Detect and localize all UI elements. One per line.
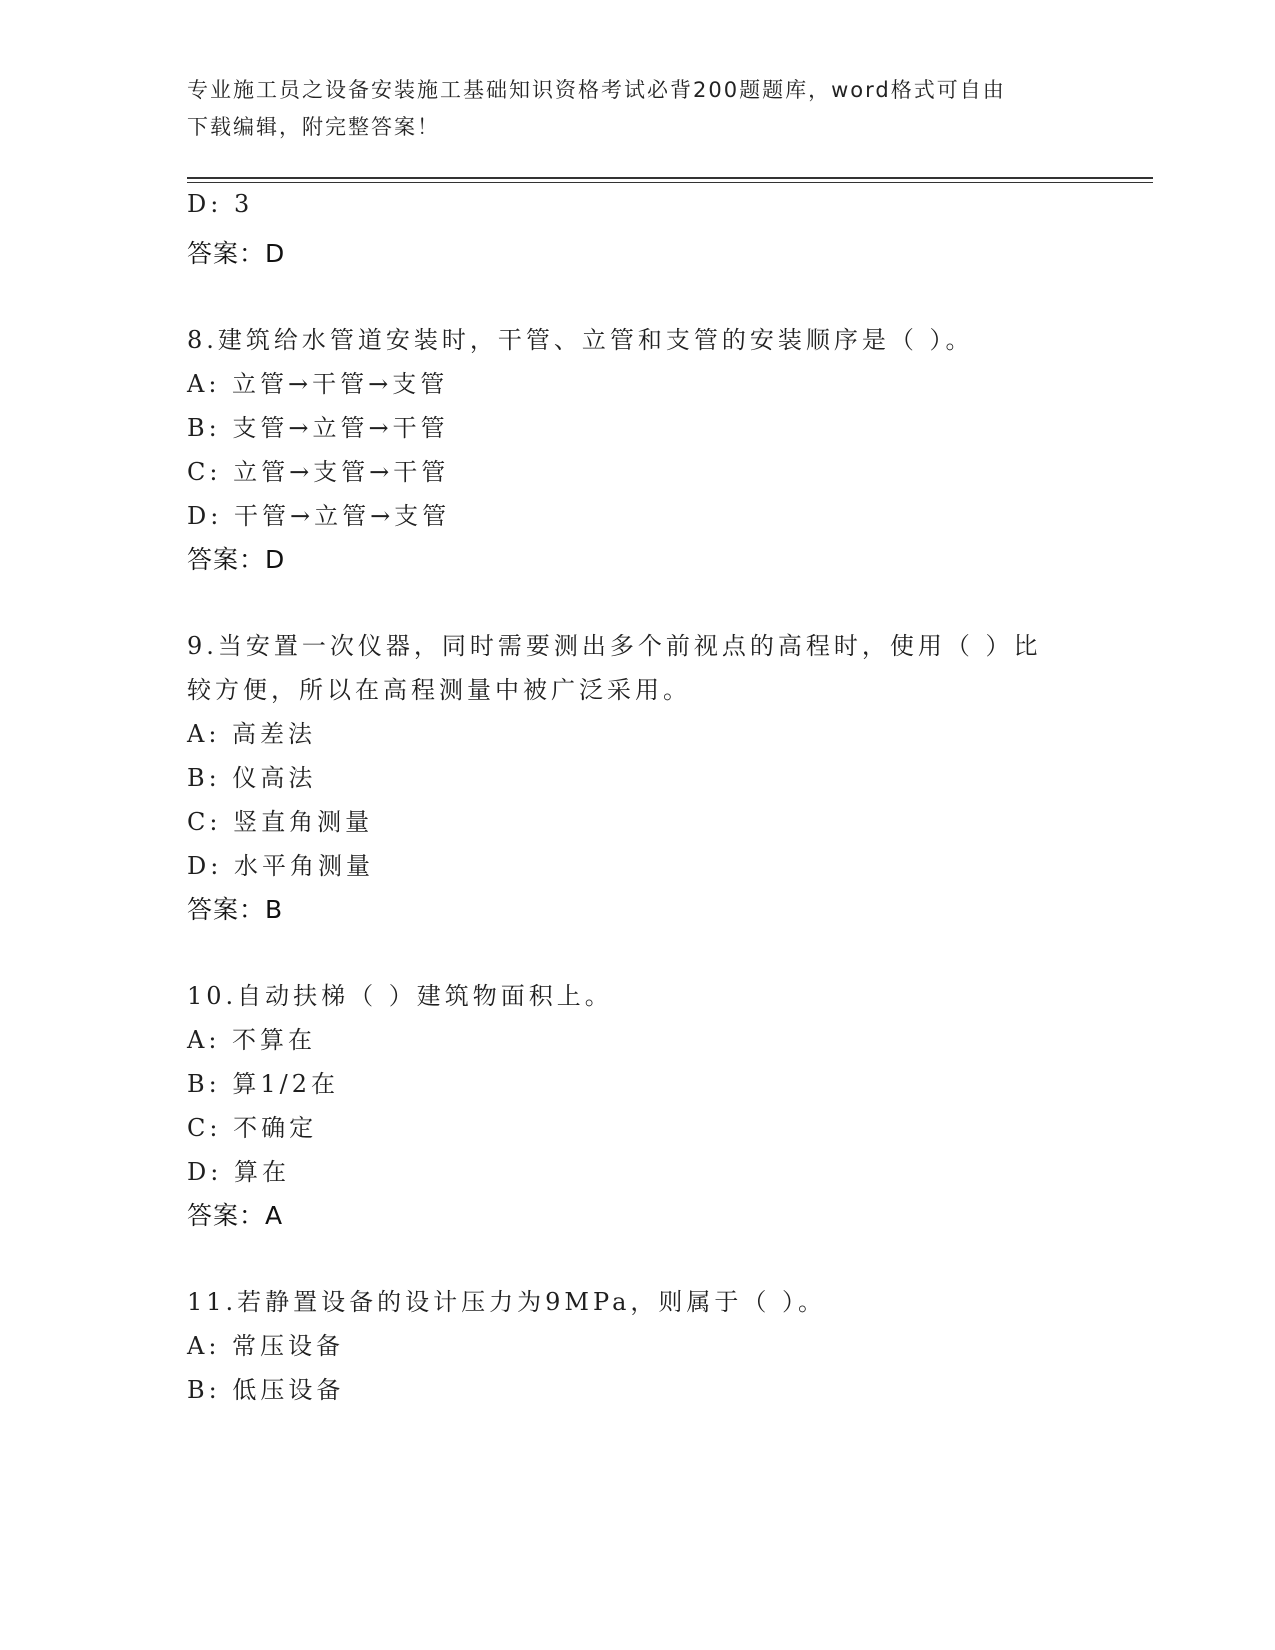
q11-option-a: A: 常压设备 (187, 1332, 345, 1360)
q10-option-d: D: 算在 (187, 1158, 290, 1186)
prev-answer: 答案：D (187, 239, 286, 268)
q8-option-a: A: 立管→干管→支管 (187, 370, 449, 398)
q10-option-b: B: 算1/2在 (187, 1070, 339, 1098)
q8-answer: 答案：D (187, 545, 286, 574)
q10-option-c: C: 不确定 (187, 1114, 318, 1142)
q9-answer: 答案：B (187, 895, 284, 924)
header-line-1: 专业施工员之设备安装施工基础知识资格考试必背200题题库，word格式可自由 (187, 78, 1006, 102)
header-line-2: 下载编辑，附完整答案！ (187, 115, 440, 139)
prev-option-d: D: 3 (187, 190, 254, 218)
q8-question: 8.建筑给水管道安装时，干管、立管和支管的安装顺序是（ ）。 (187, 326, 974, 354)
q9-option-a: A: 高差法 (187, 720, 317, 748)
q9-question-line-2: 较方便，所以在高程测量中被广泛采用。 (187, 676, 691, 704)
document-header (187, 72, 1087, 146)
q10-answer: 答案：A (187, 1201, 284, 1230)
header-rule-thin (187, 182, 1153, 183)
q9-option-b: B: 仪高法 (187, 764, 317, 792)
q10-question: 10.自动扶梯（ ）建筑物面积上。 (187, 982, 613, 1010)
q9-option-c: C: 竖直角测量 (187, 808, 374, 836)
q8-option-b: B: 支管→立管→干管 (187, 414, 449, 442)
q9-option-d: D: 水平角测量 (187, 852, 374, 880)
q8-option-c: C: 立管→支管→干管 (187, 458, 450, 486)
q10-option-a: A: 不算在 (187, 1026, 317, 1054)
q8-option-d: D: 干管→立管→支管 (187, 502, 451, 530)
q11-option-b: B: 低压设备 (187, 1376, 345, 1404)
header-rule-thick (187, 177, 1153, 179)
q11-question: 11.若静置设备的设计压力为9MPa，则属于（ ）。 (187, 1288, 827, 1316)
q9-question-line-1: 9.当安置一次仪器，同时需要测出多个前视点的高程时，使用（ ）比 (187, 632, 1042, 660)
